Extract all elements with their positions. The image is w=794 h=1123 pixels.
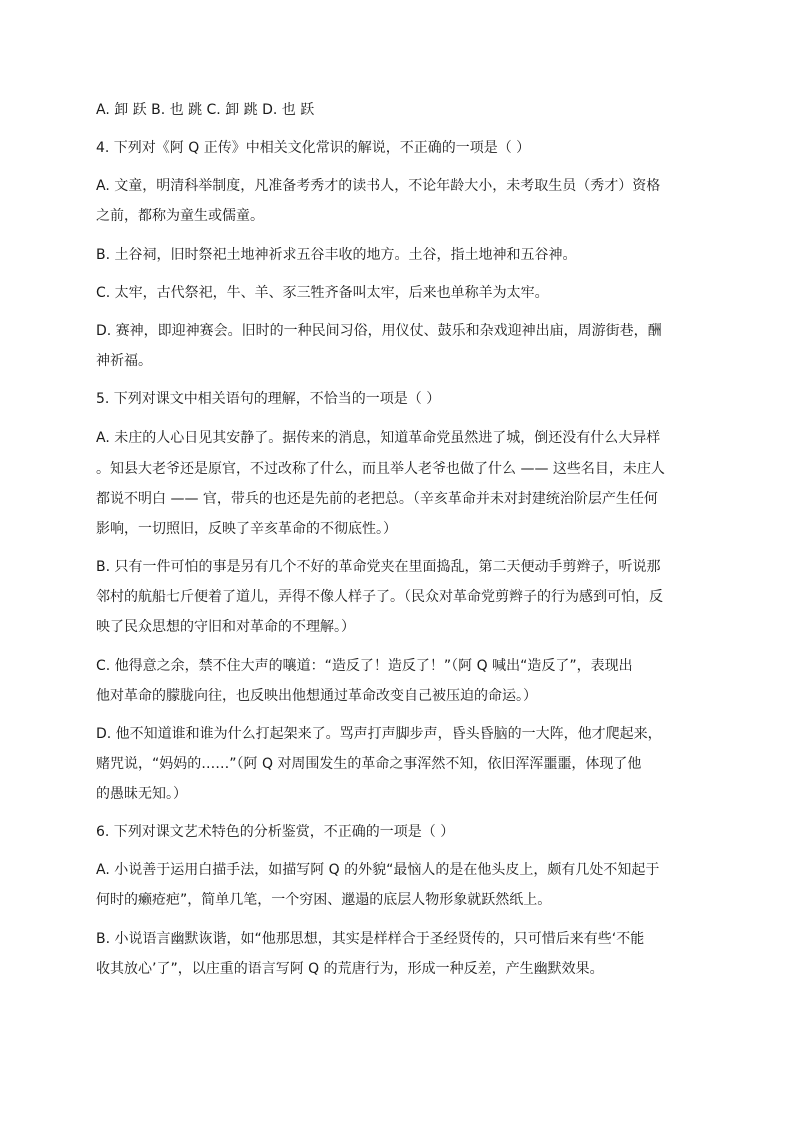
q4-option-d-line-2: 神祈福。 bbox=[96, 353, 152, 369]
q5-option-a-line-4: 影响，一切照旧，反映了辛亥革命的不彻底性。） bbox=[96, 521, 397, 537]
q6-option-b-line-2: 收其放心’了”，以庄重的语言写阿 Q 的荒唐行为，形成一种反差，产生幽默效果。 bbox=[96, 961, 604, 977]
question-6-stem: 6. 下列对课文艺术特色的分析鉴赏，不正确的一项是（ ） bbox=[96, 824, 455, 840]
question-5-stem: 5. 下列对课文中相关语句的理解，不恰当的一项是（ ） bbox=[96, 391, 441, 407]
q4-option-d-line-1: D. 赛神，即迎神赛会。旧时的一种民间习俗，用仪仗、鼓乐和杂戏迎神出庙，周游街巷，酬 bbox=[96, 323, 662, 339]
q5-option-d-line-2: 赌咒说，“妈妈的……”（阿 Q 对周围发生的革命之事浑然不知，依旧浑浑噩噩，体现了他 bbox=[96, 756, 642, 772]
q6-option-a-line-1: A. 小说善于运用白描手法，如描写阿 Q 的外貌“最恼人的是在他头皮上，颇有几处不知起于 bbox=[96, 862, 660, 878]
q4-option-c: C. 太牢，古代祭祀，牛、羊、豕三牲齐备叫太牢，后来也单称羊为太牢。 bbox=[96, 285, 549, 301]
q5-option-b-line-1: B. 只有一件可怕的事是另有几个不好的革命党夹在里面捣乱，第二天便动手剪辫子，听说那 bbox=[96, 559, 661, 575]
q5-option-d-line-3: 的愚昧无知。） bbox=[96, 786, 187, 802]
q6-option-a-line-2: 何时的癞疮疤”，简单几笔，一个穷困、邋遢的底层人物形象就跃然纸上。 bbox=[96, 892, 552, 908]
q5-option-c-line-2: 他对革命的朦胧向往，也反映出他想通过革命改变自己被压迫的命运。） bbox=[96, 688, 537, 704]
q5-option-a-line-1: A. 未庄的人心日见其安静了。据传来的消息，知道革命党虽然进了城，倒还没有什么大异样 bbox=[96, 430, 661, 446]
q5-option-b-line-3: 映了民众思想的守旧和对革命的不理解。） bbox=[96, 619, 355, 635]
q4-option-a-line-1: A. 文童，明清科举制度，凡准备考秀才的读书人，不论年龄大小，未考取生员（秀才）资格 bbox=[96, 178, 661, 194]
q6-option-b-line-1: B. 小说语言幽默诙谐，如“他那思想，其实是样样合于圣经贤传的，只可惜后来有些‘不能 bbox=[96, 931, 645, 947]
q4-option-a-line-2: 之前，都称为童生或儒童。 bbox=[96, 208, 264, 224]
q5-option-b-line-2: 邻村的航船七斤便着了道儿，弄得不像人样子了。（民众对革命党剪辫子的行为感到可怕，反 bbox=[96, 589, 663, 605]
q5-option-a-line-2: 。知县大老爷还是原官，不过改称了什么，而且举人老爷也做了什么 —— 这些名目，未庄人 bbox=[96, 461, 665, 477]
question-4-stem: 4. 下列对《阿 Q 正传》中相关文化常识的解说，不正确的一项是（ ） bbox=[96, 140, 531, 156]
q5-option-a-line-3: 都说不明白 —— 官，带兵的也还是先前的老把总。（辛亥革命并未对封建统治阶层产生任何 bbox=[96, 491, 658, 507]
answer-options-q3: A. 卸 跃 B. 也 跳 C. 卸 跳 D. 也 跃 bbox=[96, 102, 315, 118]
q4-option-b: B. 土谷祠，旧时祭祀土地神祈求五谷丰收的地方。土谷，指土地神和五谷神。 bbox=[96, 247, 577, 263]
q5-option-d-line-1: D. 他不知道谁和谁为什么打起架来了。骂声打声脚步声，昏头昏脑的一大阵，他才爬起来， bbox=[96, 726, 662, 742]
q5-option-c-line-1: C. 他得意之余，禁不住大声的嚷道：“造反了！造反了！”（阿 Q 喊出“造反了”，表现出 bbox=[96, 658, 633, 674]
